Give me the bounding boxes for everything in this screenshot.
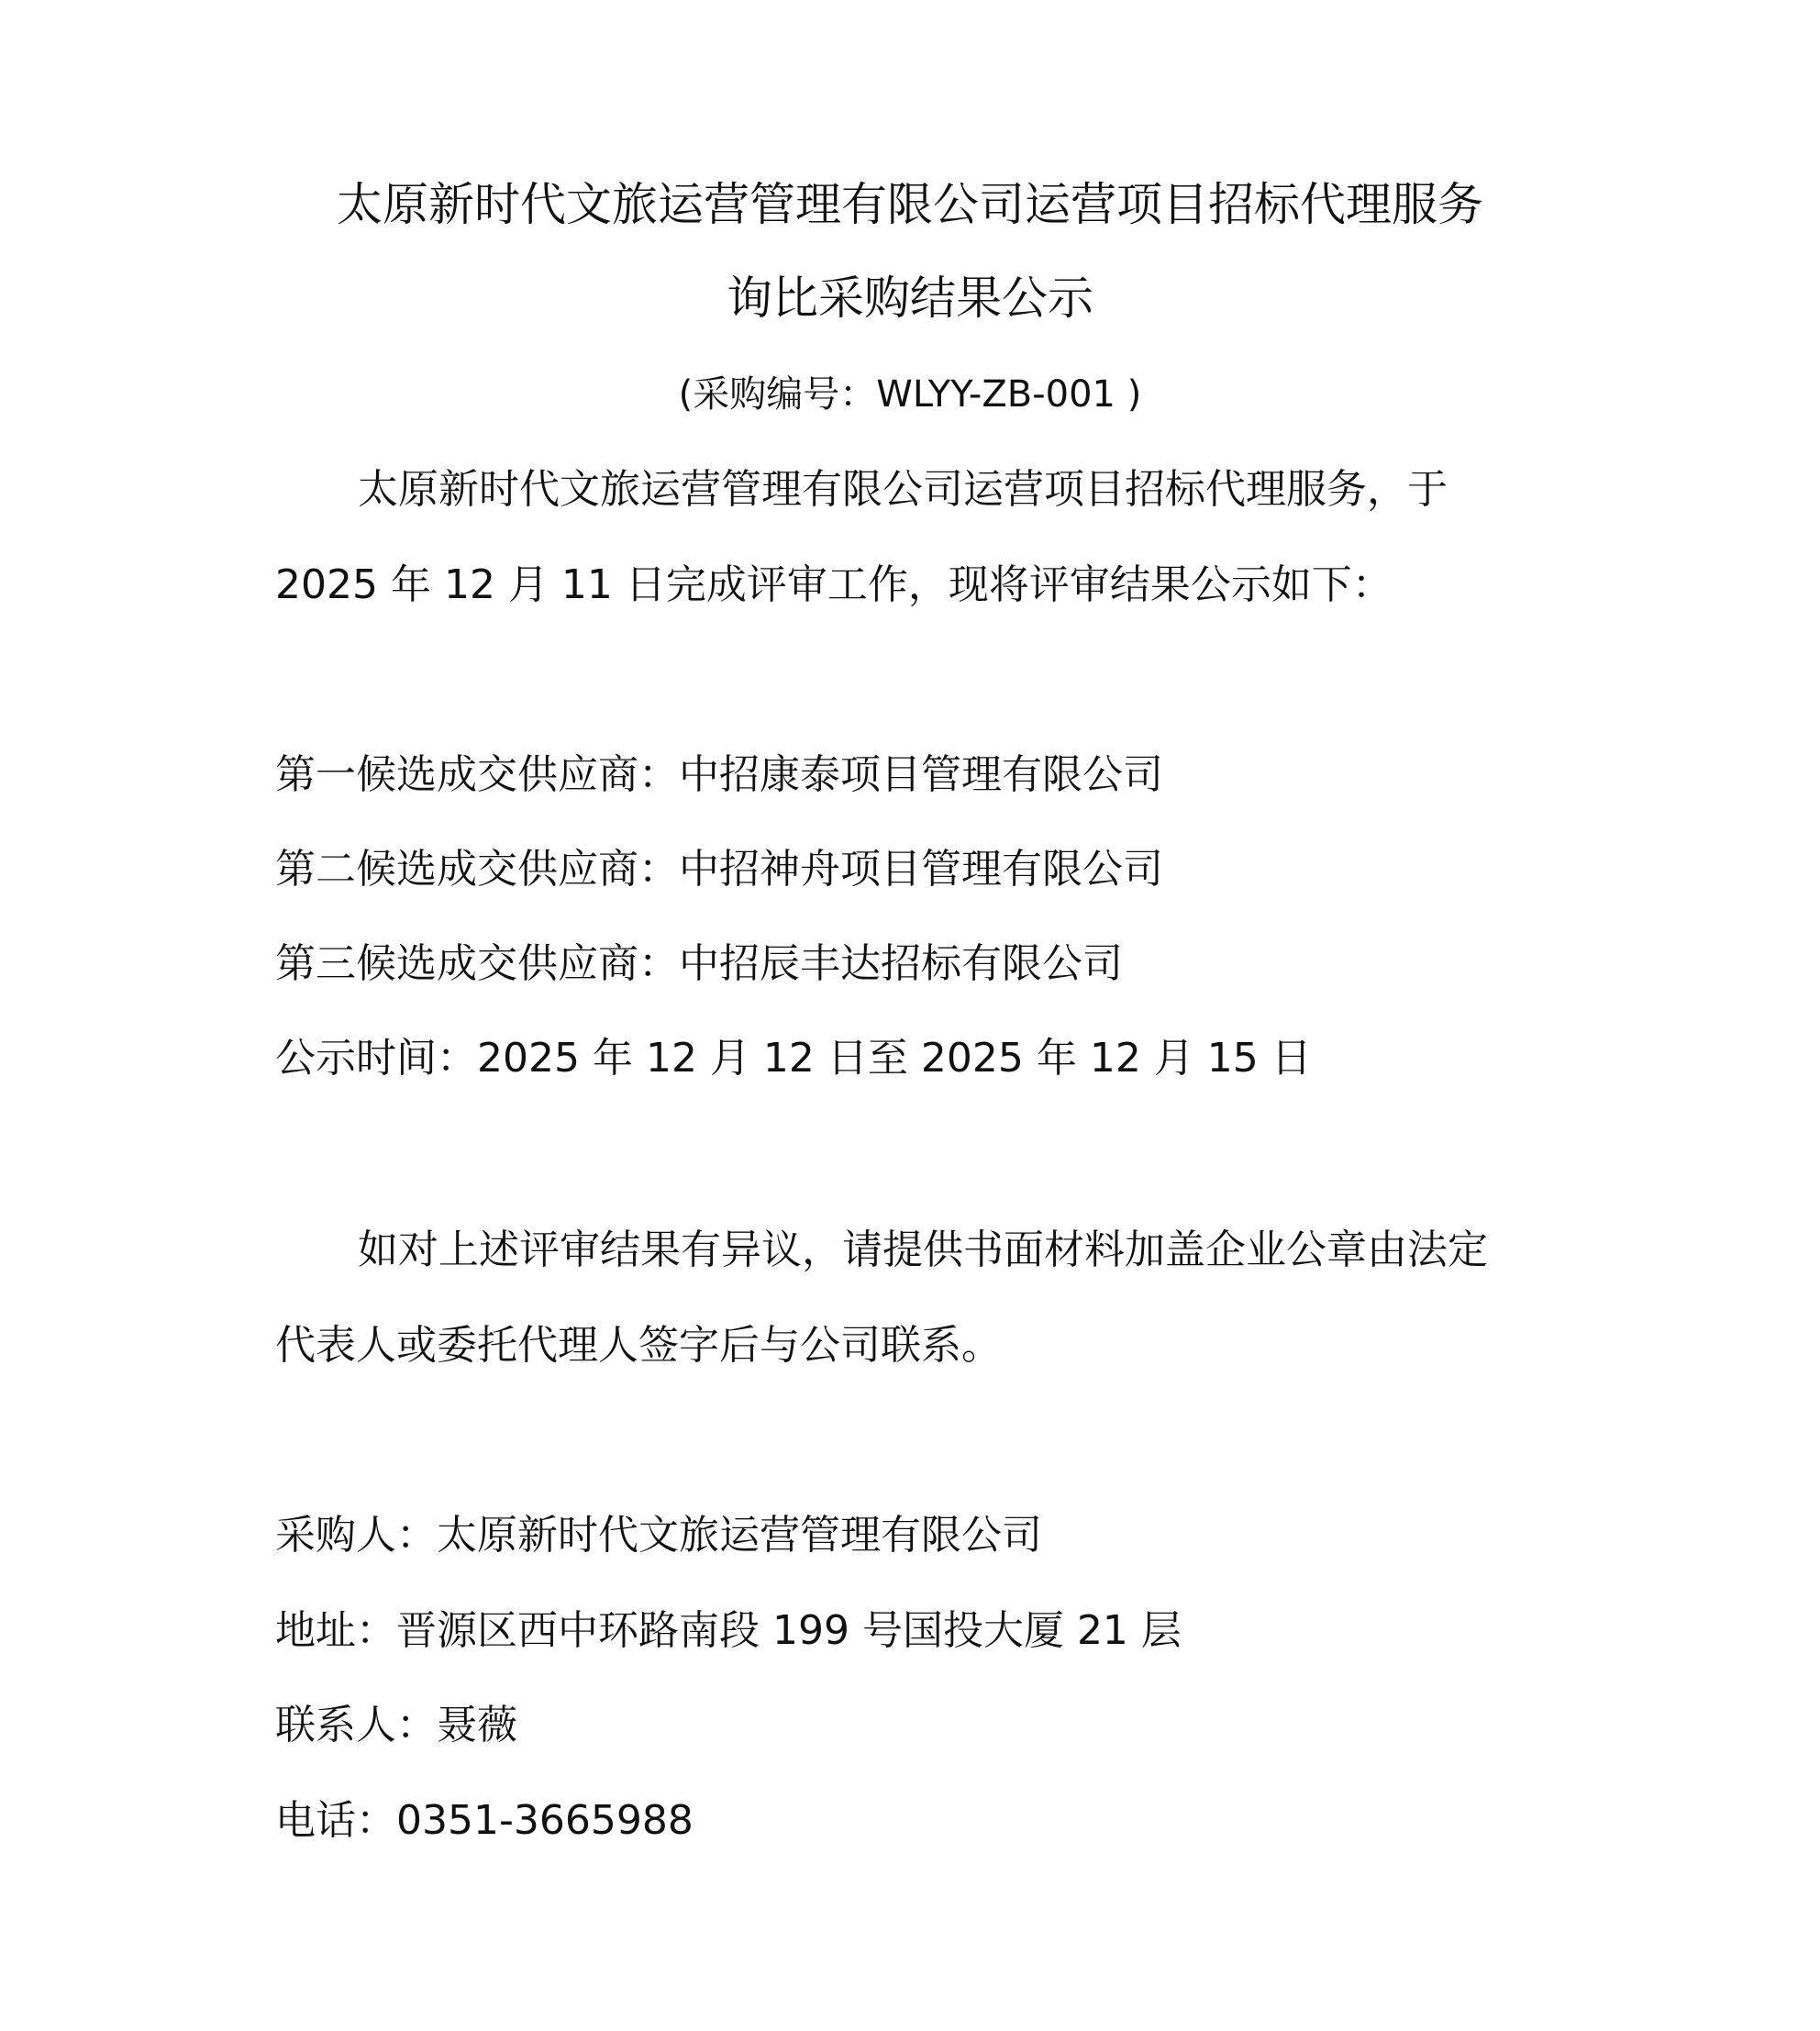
publicity-period-value: 2025 年 12 月 12 日至 2025 年 12 月 15 日 xyxy=(477,1035,1312,1082)
candidate-2 xyxy=(275,844,1163,895)
procurement-code: (采购编号：WLYY-ZB-001 ) xyxy=(678,373,1142,416)
candidate-2-label: 第二候选成交供应商： xyxy=(275,846,679,893)
publicity-period xyxy=(275,1033,1312,1084)
publicity-period-label: 公示时间： xyxy=(275,1035,477,1082)
title-line-1: 太原新时代文旅运营管理有限公司运营项目招标代理服务 xyxy=(337,178,1483,231)
objection-line-1: 如对上述评审结果有异议，请提供书面材料加盖企业公章由法定 xyxy=(358,1226,1488,1273)
candidate-3 xyxy=(275,938,1123,990)
purchaser xyxy=(275,1510,1042,1561)
contact-person-label: 联系人： xyxy=(275,1702,437,1748)
intro-line-1: 太原新时代文旅运营管理有限公司运营项目招标代理服务，于 xyxy=(358,466,1448,513)
title-line-2: 询比采购结果公示 xyxy=(727,272,1093,325)
address-value: 晋源区西中环路南段 199 号国投大厦 21 层 xyxy=(396,1607,1182,1654)
phone xyxy=(275,1795,694,1847)
phone-value: 0351-3665988 xyxy=(396,1797,694,1844)
phone-label: 电话： xyxy=(275,1797,396,1844)
purchaser-label: 采购人： xyxy=(275,1512,437,1559)
intro-line-2: 2025 年 12 月 11 日完成评审工作，现将评审结果公示如下： xyxy=(275,561,1393,608)
purchaser-value: 太原新时代文旅运营管理有限公司 xyxy=(437,1512,1042,1559)
candidate-1-label: 第一候选成交供应商： xyxy=(275,751,679,798)
contact-person-value: 聂薇 xyxy=(437,1702,517,1748)
address-label: 地址： xyxy=(275,1607,396,1654)
candidate-1-name: 中招康泰项目管理有限公司 xyxy=(679,751,1163,798)
contact-person xyxy=(275,1700,517,1751)
candidate-2-name: 中招神舟项目管理有限公司 xyxy=(679,846,1163,893)
candidate-1 xyxy=(275,749,1163,801)
candidate-3-name: 中招辰丰达招标有限公司 xyxy=(679,940,1123,987)
objection-line-2: 代表人或委托代理人签字后与公司联系。 xyxy=(275,1322,1002,1369)
address xyxy=(275,1605,1182,1657)
candidate-3-label: 第三候选成交供应商： xyxy=(275,940,679,987)
